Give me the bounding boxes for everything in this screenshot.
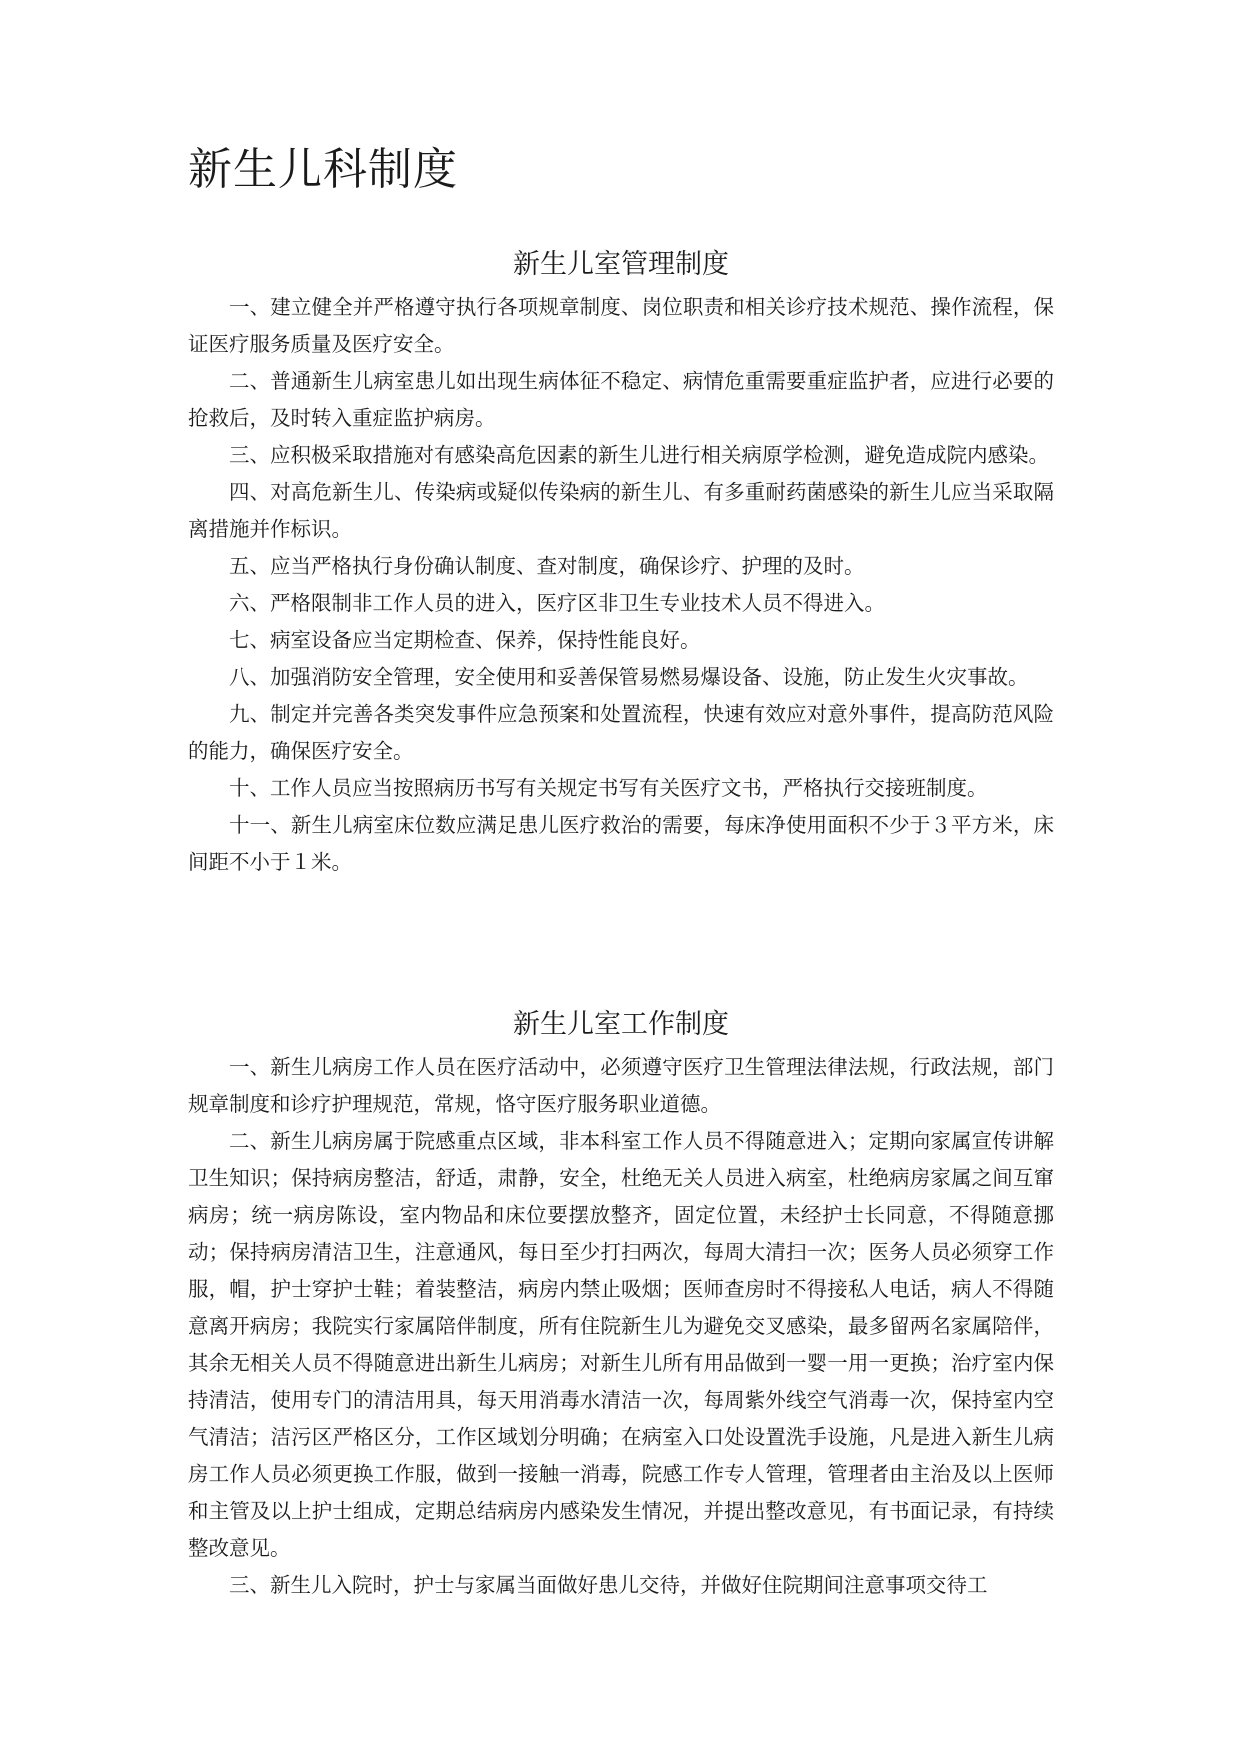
paragraph: 六、严格限制非工作人员的进入，医疗区非卫生专业技术人员不得进入。 xyxy=(229,591,885,615)
section-work-rules xyxy=(188,1005,1054,1604)
paragraph: 一、新生儿病房工作人员在医疗活动中，必须遵守医疗卫生管理法律法规，行政法规，部门规章制度和诊疗护理规范，常规，恪守医疗服务职业道德。 xyxy=(188,1055,1054,1116)
paragraph: 三、应积极采取措施对有感染高危因素的新生儿进行相关病原学检测，避免造成院内感染。 xyxy=(229,443,1049,467)
paragraph: 七、病室设备应当定期检查、保养，保持性能良好。 xyxy=(229,628,701,652)
section-title: 新生儿室管理制度 xyxy=(513,249,729,280)
paragraph: 十一、新生儿病室床位数应满足患儿医疗救治的需要，每床净使用面积不少于３平方米，床间距不小于１米。 xyxy=(188,813,1054,874)
paragraph: 一、建立健全并严格遵守执行各项规章制度、岗位职责和相关诊疗技术规范、操作流程，保证医疗服务质量及医疗安全。 xyxy=(188,295,1054,356)
paragraph: 三、新生儿入院时，护士与家属当面做好患儿交待，并做好住院期间注意事项交待工 xyxy=(229,1573,988,1597)
paragraph: 二、新生儿病房属于院感重点区域，非本科室工作人员不得随意进入；定期向家属宣传讲解卫生知识；保持病房整洁，舒适，肃静，安全，杜绝无关人员进入病室，杜绝病房家属之间互窜病房；统一病房陈设，室内物品和床位要摆放整齐，固定位置，未经护士长同意，不得随意挪动；保持病房清洁卫生，注意通风，每日至少打扫两次，每周大清扫一次；医务人员必须穿工作服，帽，护士穿护士鞋；着装整洁，病房内禁止吸烟；医师查房时不得接私人电话，病人不得随意离开病房；我院实行家属陪伴制度，所有住院新生儿为避免交叉感染，最多留两名家属陪伴，其余无相关人员不得随意进出新生儿病房；对新生儿所有用品做到一婴一用一更换；治疗室内保持清洁，使用专门的清洁用具，每天用消毒水清洁一次，每周紫外线空气消毒一次，保持室内空气清洁；洁污区严格区分，工作区域划分明确；在病室入口处设置洗手设施，凡是进入新生儿病房工作人员必须更换工作服，做到一接触一消毒，院感工作专人管理，管理者由主治及以上医师和主管及以上护士组成，定期总结病房内感染发生情况，并提出整改意见，有书面记录，有持续整改意见。 xyxy=(188,1129,1054,1560)
paragraph: 十、工作人员应当按照病历书写有关规定书写有关医疗文书，严格执行交接班制度。 xyxy=(229,776,988,800)
paragraph: 二、普通新生儿病室患儿如出现生病体征不稳定、病情危重需要重症监护者，应进行必要的抢救后，及时转入重症监护病房。 xyxy=(188,369,1054,430)
section-title: 新生儿室工作制度 xyxy=(513,1009,729,1040)
paragraph: 五、应当严格执行身份确认制度、查对制度，确保诊疗、护理的及时。 xyxy=(229,554,865,578)
paragraph: 四、对高危新生儿、传染病或疑似传染病的新生儿、有多重耐药菌感染的新生儿应当采取隔离措施并作标识。 xyxy=(188,480,1054,541)
document-title: 新生儿科制度 xyxy=(188,144,458,195)
paragraph: 九、制定并完善各类突发事件应急预案和处置流程，快速有效应对意外事件，提高防范风险的能力，确保医疗安全。 xyxy=(188,702,1054,763)
paragraph: 八、加强消防安全管理，安全使用和妥善保管易燃易爆设备、设施，防止发生火灾事故。 xyxy=(229,665,1029,689)
section-management-rules xyxy=(188,245,1054,881)
